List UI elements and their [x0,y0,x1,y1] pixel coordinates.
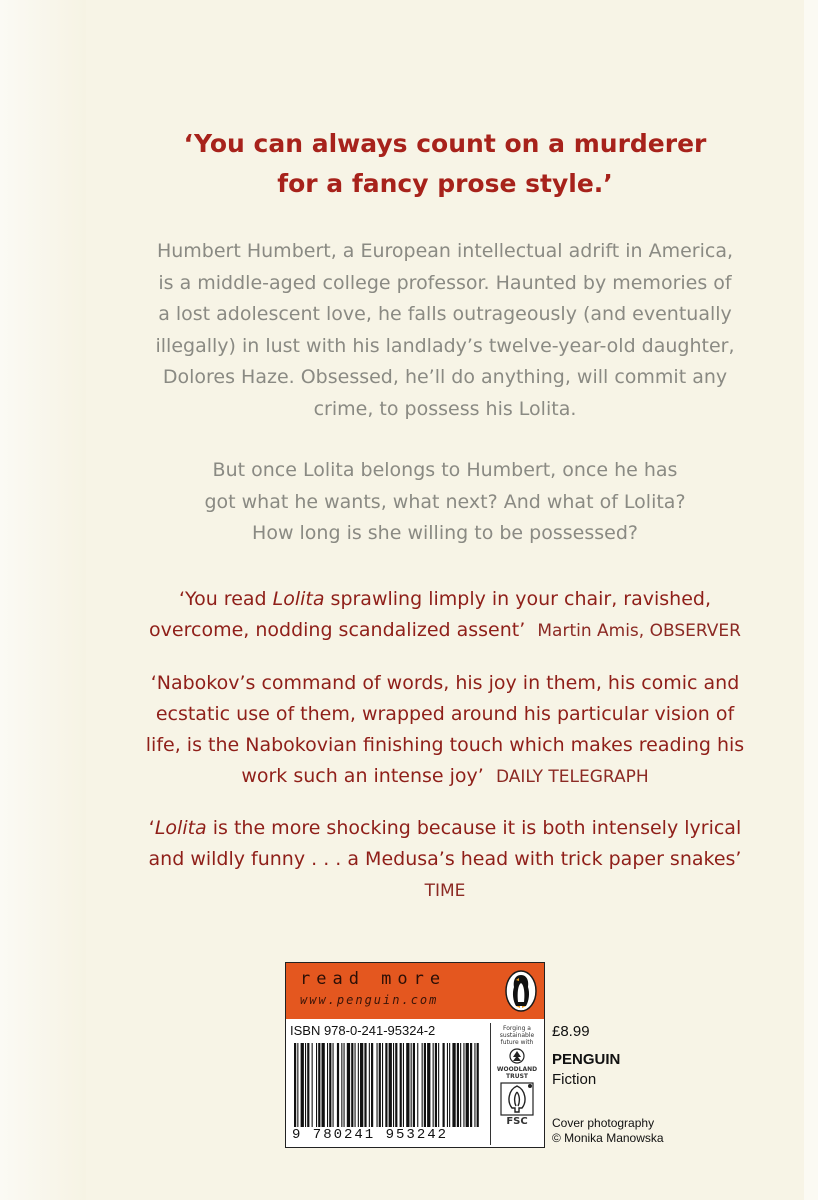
barcode-bar [449,1043,450,1127]
eco-labels [494,1025,540,1143]
barcode-bar [364,1043,366,1127]
barcode-bar [389,1043,392,1127]
barcode-bar [341,1043,342,1127]
synopsis-line: But once Lolita belongs to Humbert, once he has [212,459,678,481]
barcode-bar [413,1043,415,1127]
review-text: ‘ [148,817,155,839]
barcode-bar [318,1043,320,1127]
barcode-bar [347,1043,350,1127]
review-source: TIME [424,881,466,901]
barcode-bar [294,1043,296,1127]
credit-line-2: © Monika Manowska [552,1131,664,1145]
barcode-bar [433,1043,434,1127]
headline-quote [86,124,804,204]
barcode-bar [438,1043,439,1127]
review-text: ‘You read [178,588,273,610]
barcode-bar [344,1043,345,1127]
review-text: work such an intense joy’ [241,765,484,787]
review-text: ‘Nabokov’s command of words, his joy in them, his comic and [150,672,740,694]
barcode-bar [307,1043,309,1127]
barcode-bar [333,1043,334,1127]
barcode-bar [457,1043,459,1127]
barcode-bar [460,1043,461,1127]
banner-text: read more [300,969,447,989]
barcode-bar [406,1043,409,1127]
barcode-bar [403,1043,404,1127]
barcode-bar [337,1043,339,1127]
price: £8.99 [552,1023,590,1040]
barcode-bar [377,1043,378,1127]
barcode-bar [443,1043,445,1127]
barcode-bar [385,1043,387,1127]
read-more-banner [286,963,544,1019]
barcode-bar [371,1043,373,1127]
barcode-bar [452,1043,455,1127]
synopsis-paragraph-2 [86,455,804,550]
barcode-bar [477,1043,479,1127]
block-divider [490,1023,491,1145]
synopsis-line: a lost adolescent love, he falls outrageously (and eventually [158,303,732,325]
barcode-bar [351,1043,353,1127]
barcode-bar [474,1043,475,1127]
credit-line-1: Cover photography [552,1116,655,1130]
book-title: Lolita [272,588,325,610]
photo-credit [552,1116,664,1146]
barcode-bar [411,1043,412,1127]
woodland-trust-label: WOODLAND TRUST [496,1066,538,1080]
review-martin-amis [86,584,804,647]
review-source: DAILY TELEGRAPH [495,767,649,787]
review-text: and wildly funny . . . a Medusa’s head with trick paper snakes’ [148,848,742,870]
review-text: overcome, nodding scandalized assent’ [149,619,526,641]
category: Fiction [552,1071,597,1088]
barcode-bar [424,1043,426,1127]
review-text: sprawling limply in your chair, ravished, [324,588,712,610]
barcode-bar [329,1043,331,1127]
barcode-bar [470,1043,472,1127]
barcode-bar [422,1043,423,1127]
barcode-bar [312,1043,313,1127]
barcode-bar [322,1043,325,1127]
synopsis-line: Humbert Humbert, a European intellectual adrift in America, [156,240,734,262]
review-time [86,813,804,907]
banner-url: www.penguin.com [300,993,439,1007]
headline-line-2: for a fancy prose style.’ [277,169,613,198]
fsc-tree-icon [500,1082,534,1116]
synopsis-line: Dolores Haze. Obsessed, he’ll do anything, will commit any [162,366,728,388]
review-source: Martin Amis, OBSERVER [537,621,741,641]
headline-line-1: ‘You can always count on a murderer [183,129,707,158]
barcode-bar [400,1043,402,1127]
barcode-block [285,962,545,1148]
barcode-bar [435,1043,437,1127]
sustainability-text: Forging a sustainable future with [499,1025,535,1046]
synopsis-paragraph-1 [86,236,804,425]
barcode-bar [417,1043,418,1127]
page-right-edge [804,0,818,1200]
barcode-bar [297,1043,298,1127]
synopsis-line: How long is she willing to be possessed? [252,522,638,544]
synopsis-line: got what he wants, what next? And what of Lolita? [204,490,686,513]
barcode-bar [447,1043,448,1127]
barcode-digits: 9 780241 953242 [292,1127,449,1143]
barcode-bar [466,1043,469,1127]
barcode-bar [358,1043,359,1127]
barcode-bar [301,1043,304,1127]
barcode-bar [355,1043,356,1127]
barcode-bar [360,1043,363,1127]
price-publisher [552,1022,620,1090]
barcode [292,1043,482,1127]
barcode-bar [305,1043,306,1127]
page-left-edge [0,0,86,1200]
barcode-bar [369,1043,370,1127]
review-text: ecstatic use of them, wrapped around his particular vision of [155,703,735,725]
barcode-bar [379,1043,381,1127]
fsc-label: FSC [506,1116,528,1127]
barcode-bar [382,1043,383,1127]
review-text: life, is the Nabokovian finishing touch which makes reading his [145,734,745,756]
tree-icon [507,1048,527,1066]
barcode-bar [327,1043,328,1127]
barcode-bar [395,1043,397,1127]
book-title: Lolita [154,817,207,839]
review-daily-telegraph [86,668,804,793]
isbn-number: ISBN 978-0-241-95324-2 [290,1023,436,1038]
synopsis-line: illegally) in lust with his landlady’s twelve-year-old daughter, [155,334,735,357]
synopsis-line: is a middle-aged college professor. Haunted by memories of [158,271,732,294]
barcode-bar [316,1043,317,1127]
barcode-bar [427,1043,430,1127]
penguin-logo-icon [504,969,538,1013]
barcode-bar [393,1043,394,1127]
synopsis-line: crime, to possess his Lolita. [313,397,577,420]
review-text: is the more shocking because it is both intensely lyrical [206,817,742,839]
barcode-bar [463,1043,464,1127]
publisher-name: PENGUIN [552,1051,621,1068]
